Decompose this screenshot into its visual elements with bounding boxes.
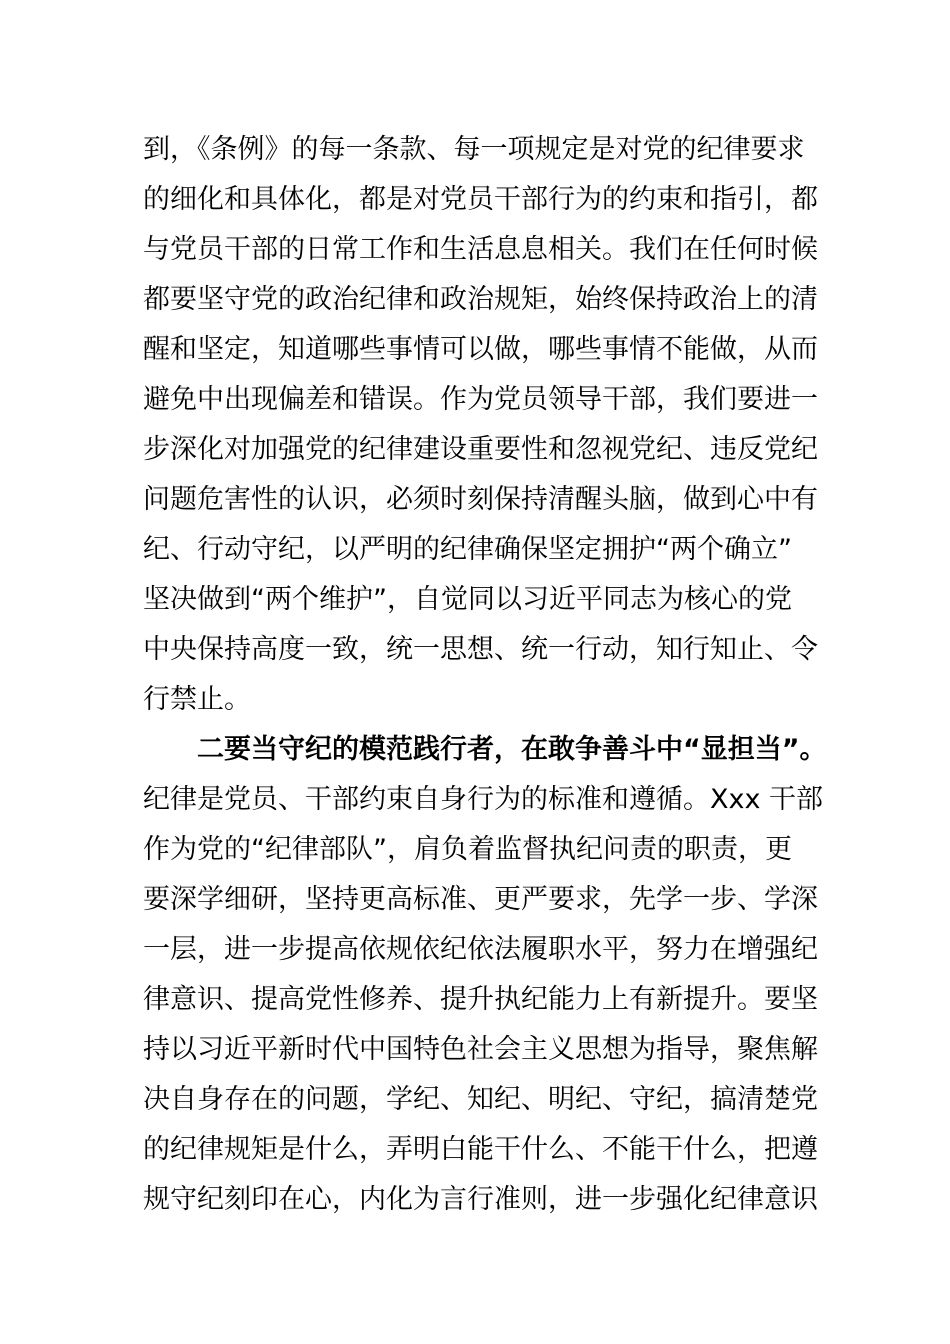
text-line: 的纪律规矩是什么，弄明白能干什么、不能干什么，把遵 [143, 1134, 818, 1165]
text-line: 醒和坚定，知道哪些事情可以做，哪些事情不能做，从而 [143, 334, 818, 365]
text-line: 律意识、提高党性修养、提升执纪能力上有新提升。要坚 [143, 984, 818, 1015]
text-line: 纪、行动守纪，以严明的纪律确保坚定拥护“两个确立” [143, 534, 792, 565]
text-line: 都要坚守党的政治纪律和政治规矩，始终保持政治上的清 [143, 284, 818, 315]
paragraph-2 [143, 725, 827, 1225]
text-line: 持以习近平新时代中国特色社会主义思想为指导，聚焦解 [143, 1034, 818, 1065]
text-line: 作为党的“纪律部队”，肩负着监督执纪问责的职责，更 [143, 834, 792, 865]
text-line: 避免中出现偏差和错误。作为党员领导干部，我们要进一 [143, 384, 818, 415]
text-line: 到，《条例》的每一条款、每一项规定是对党的纪律要求 [143, 134, 805, 165]
text-line: 与党员干部的日常工作和生活息息相关。我们在任何时候 [143, 234, 818, 265]
text-line: 纪律是党员、干部约束自身行为的标准和遵循。Xxx 干部 [143, 784, 824, 815]
text-line: 规守纪刻印在心，内化为言行准则，进一步强化纪律意识 [143, 1184, 818, 1215]
text-line: 中央保持高度一致，统一思想、统一行动，知行知止、令 [143, 634, 818, 665]
paragraph-1 [143, 125, 823, 725]
text-line: 决自身存在的问题，学纪、知纪、明纪、守纪，搞清楚党 [143, 1084, 818, 1115]
text-line: 步深化对加强党的纪律建设重要性和忽视党纪、违反党纪 [143, 434, 818, 465]
text-line: 行禁止。 [143, 684, 251, 715]
text-line: 一层，进一步提高依规依纪依法履职水平，努力在增强纪 [143, 934, 818, 965]
text-line: 的细化和具体化，都是对党员干部行为的约束和指引，都 [143, 184, 818, 215]
text-line: 问题危害性的认识，必须时刻保持清醒头脑，做到心中有 [143, 484, 818, 515]
text-line: 坚决做到“两个维护”，自觉同以习近平同志为核心的党 [143, 584, 792, 615]
text-line: 要深学细研，坚持更高标准、更严要求，先学一步、学深 [143, 884, 818, 915]
section-heading: 二要当守纪的模范践行者，在敢争善斗中“显担当”。 [197, 734, 827, 765]
